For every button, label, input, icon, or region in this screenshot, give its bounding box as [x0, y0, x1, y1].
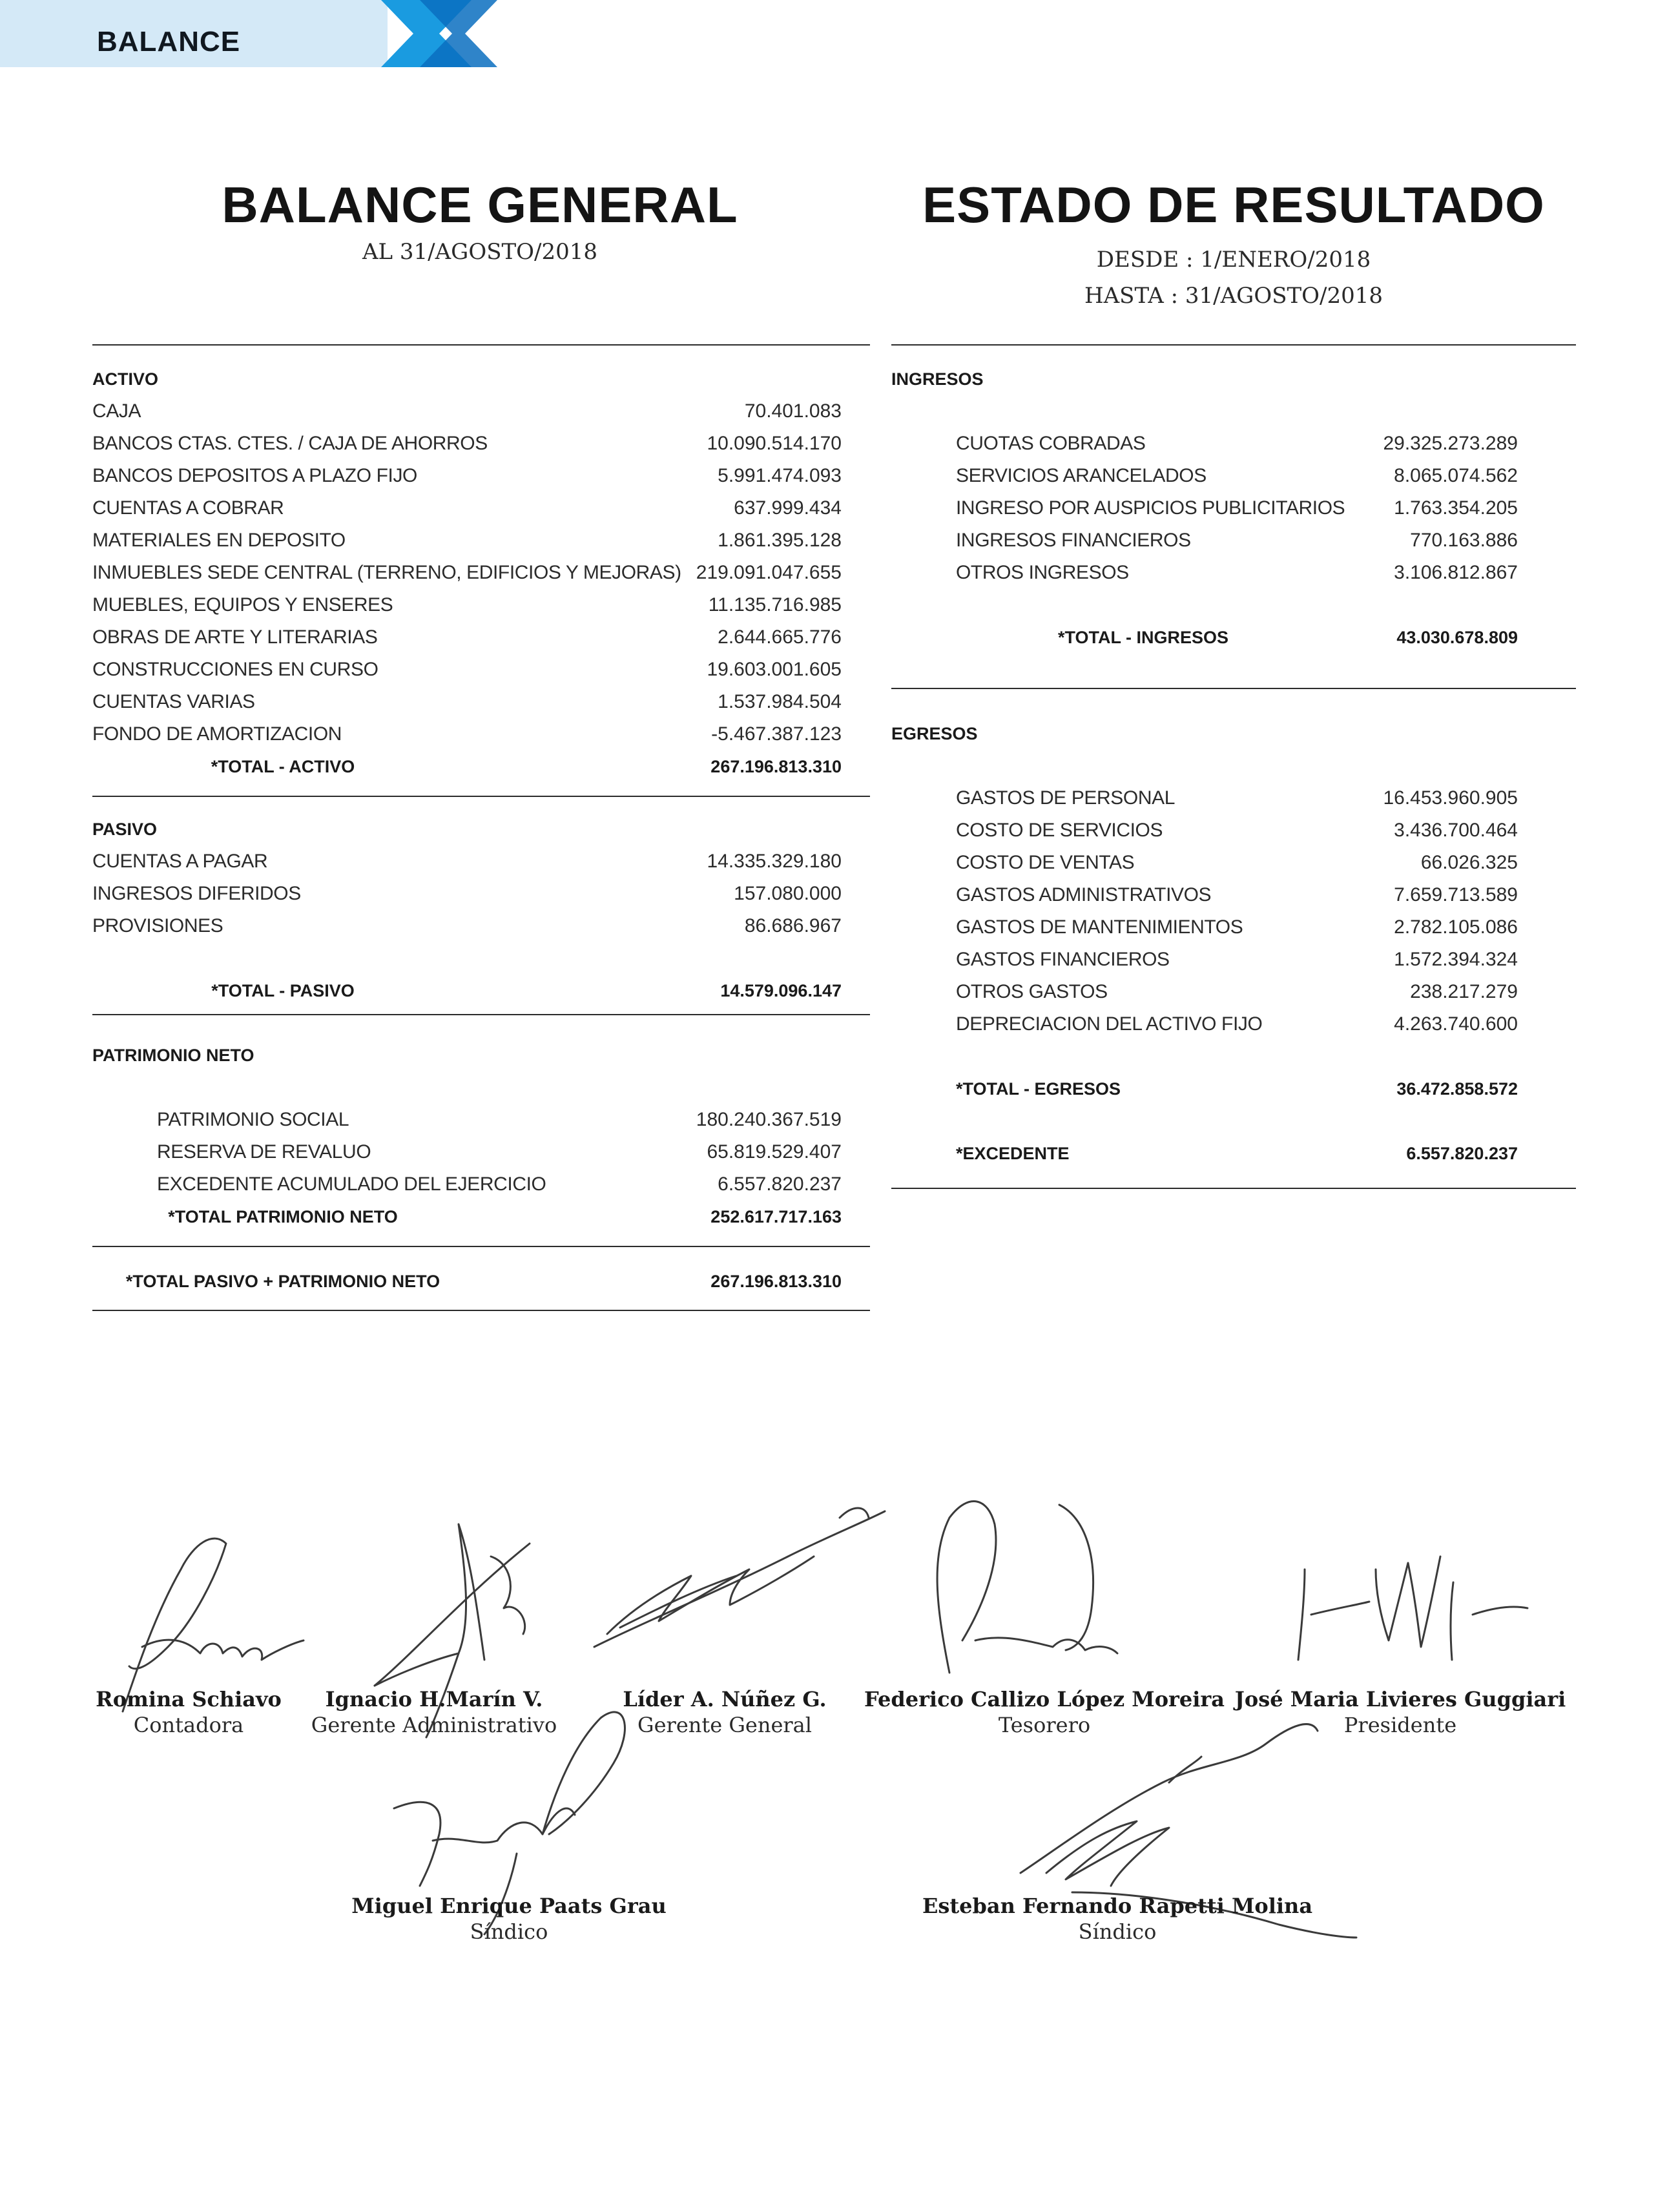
row-label: PATRIMONIO SOCIAL — [157, 1109, 349, 1130]
total-label: *TOTAL - INGRESOS — [1057, 628, 1229, 647]
row-value: 2.644.665.776 — [718, 626, 842, 648]
table-row — [92, 654, 842, 686]
table-row — [891, 557, 1518, 589]
total-value: 267.196.813.310 — [710, 757, 842, 776]
signatory-name: Romina Schiavo — [96, 1687, 282, 1711]
table-row — [891, 428, 1518, 460]
table-row — [891, 911, 1518, 944]
row-value: 70.401.083 — [744, 400, 842, 422]
table-row — [92, 718, 842, 750]
signatory-name: Esteban Fernando Rapetti Molina — [922, 1894, 1313, 1918]
row-value: 1.537.984.504 — [718, 691, 842, 712]
divider — [891, 1188, 1576, 1189]
signatory-name: Miguel Enrique Paats Grau — [351, 1894, 667, 1918]
row-value: 180.240.367.519 — [696, 1109, 842, 1130]
row-label: CAJA — [92, 400, 141, 422]
chevron-decoration-icon — [381, 0, 510, 67]
row-label: MUEBLES, EQUIPOS Y ENSERES — [92, 594, 393, 615]
total-value: 14.579.096.147 — [720, 981, 842, 1000]
balance-general-date: AL 31/AGOSTO/2018 — [362, 239, 598, 265]
row-value: 1.861.395.128 — [718, 530, 842, 551]
row-label: GASTOS ADMINISTRATIVOS — [956, 884, 1212, 905]
row-value: 1.763.354.205 — [1394, 497, 1518, 519]
row-value: 770.163.886 — [1410, 530, 1518, 551]
row-value: 238.217.279 — [1410, 981, 1518, 1002]
total-label: *TOTAL PATRIMONIO NETO — [168, 1207, 398, 1226]
table-row — [92, 557, 842, 589]
signature-scribble-4 — [924, 1479, 1143, 1692]
patrimonio-heading: PATRIMONIO NETO — [92, 1046, 254, 1065]
signatory-role: Gerente Administrativo — [311, 1713, 557, 1737]
row-value: 65.819.529.407 — [707, 1141, 842, 1163]
total-value: 267.196.813.310 — [710, 1272, 842, 1291]
row-label: MATERIALES EN DEPOSITO — [92, 530, 346, 551]
estado-resultado-hasta: HASTA : 31/AGOSTO/2018 — [1084, 283, 1383, 309]
total-label: *TOTAL - EGRESOS — [956, 1079, 1121, 1099]
row-label: INGRESO POR AUSPICIOS PUBLICITARIOS — [956, 497, 1345, 519]
row-label: RESERVA DE REVALUO — [157, 1141, 371, 1163]
row-value: 86.686.967 — [744, 915, 842, 936]
divider — [92, 344, 870, 346]
table-row — [891, 944, 1518, 976]
grand-total-row — [92, 1265, 842, 1297]
row-label: FONDO DE AMORTIZACION — [92, 723, 342, 745]
row-label: SERVICIOS ARANCELADOS — [956, 465, 1207, 486]
table-row — [891, 782, 1518, 814]
table-row — [891, 524, 1518, 557]
total-label: *TOTAL PASIVO + PATRIMONIO NETO — [125, 1272, 440, 1291]
table-row — [92, 589, 842, 621]
table-row — [92, 686, 842, 718]
total-value: 36.472.858.572 — [1396, 1079, 1518, 1099]
table-row — [92, 1136, 842, 1168]
table-row — [891, 976, 1518, 1008]
section-label: BALANCE — [97, 26, 241, 57]
signatory-name: José Maria Livieres Guggiari — [1234, 1687, 1566, 1711]
activo-heading: ACTIVO — [92, 369, 159, 389]
table-row — [92, 1168, 842, 1201]
row-label: GASTOS FINANCIEROS — [956, 949, 1170, 970]
row-value: 16.453.960.905 — [1383, 787, 1518, 809]
row-value: 4.263.740.600 — [1394, 1013, 1518, 1035]
row-value: 1.572.394.324 — [1394, 949, 1518, 970]
table-row — [891, 847, 1518, 879]
table-row — [92, 395, 842, 428]
signatory-role: Presidente — [1343, 1713, 1457, 1737]
row-value: 3.436.700.464 — [1394, 820, 1518, 841]
table-row — [891, 492, 1518, 524]
total-activo-row — [92, 750, 842, 783]
row-label: PROVISIONES — [92, 915, 223, 936]
total-value: 6.557.820.237 — [1406, 1144, 1518, 1163]
pasivo-heading: PASIVO — [92, 820, 158, 839]
total-pasivo-row — [92, 975, 842, 1007]
table-row — [891, 460, 1518, 492]
row-value: -5.467.387.123 — [711, 723, 842, 745]
row-value: 3.106.812.867 — [1394, 562, 1518, 583]
row-label: BANCOS CTAS. CTES. / CAJA DE AHORROS — [92, 433, 488, 454]
table-row — [92, 1104, 842, 1136]
row-label: INMUEBLES SEDE CENTRAL (TERRENO, EDIFICIOS Y MEJORAS) — [92, 562, 681, 583]
row-label: CUOTAS COBRADAS — [956, 433, 1146, 454]
row-value: 19.603.001.605 — [707, 659, 842, 680]
ingresos-heading: INGRESOS — [891, 369, 984, 389]
row-label: CONSTRUCCIONES EN CURSO — [92, 659, 378, 680]
row-label: INGRESOS DIFERIDOS — [92, 883, 301, 904]
table-row — [891, 1008, 1518, 1040]
egresos-heading: EGRESOS — [891, 724, 978, 743]
row-label: COSTO DE SERVICIOS — [956, 820, 1163, 841]
row-label: GASTOS DE PERSONAL — [956, 787, 1176, 809]
estado-resultado-title: ESTADO DE RESULTADO — [922, 176, 1545, 233]
table-row — [92, 910, 842, 942]
total-label: *TOTAL - PASIVO — [211, 981, 355, 1000]
row-value: 157.080.000 — [734, 883, 842, 904]
signature-scribble-3 — [581, 1479, 891, 1673]
total-label: *TOTAL - ACTIVO — [211, 757, 355, 776]
row-value: 2.782.105.086 — [1394, 916, 1518, 938]
divider — [92, 1014, 870, 1015]
total-ingresos-row — [891, 621, 1518, 654]
table-row — [92, 845, 842, 878]
total-value: 43.030.678.809 — [1396, 628, 1518, 647]
row-value: 6.557.820.237 — [718, 1173, 842, 1195]
estado-resultado-desde: DESDE : 1/ENERO/2018 — [1096, 247, 1371, 273]
table-row — [92, 524, 842, 557]
signatory-name: Federico Callizo López Moreira — [864, 1687, 1225, 1711]
row-value: 219.091.047.655 — [696, 562, 842, 583]
signatory-role: Gerente General — [637, 1713, 812, 1737]
signature-scribble-5 — [1285, 1544, 1531, 1673]
signatory-name: Líder A. Núñez G. — [623, 1687, 827, 1711]
row-value: 637.999.434 — [734, 497, 842, 519]
row-label: CUENTAS A COBRAR — [92, 497, 284, 519]
divider — [92, 796, 870, 797]
row-label: OBRAS DE ARTE Y LITERARIAS — [92, 626, 378, 648]
row-label: DEPRECIACION DEL ACTIVO FIJO — [956, 1013, 1263, 1035]
row-value: 66.026.325 — [1420, 852, 1518, 873]
row-value: 8.065.074.562 — [1394, 465, 1518, 486]
row-label: CUENTAS VARIAS — [92, 691, 255, 712]
table-row — [92, 878, 842, 910]
table-row — [92, 460, 842, 492]
row-value: 14.335.329.180 — [707, 851, 842, 872]
table-row — [92, 492, 842, 524]
balance-general-title: BALANCE GENERAL — [222, 176, 738, 233]
signatory-role: Contadora — [133, 1713, 244, 1737]
total-label: *EXCEDENTE — [956, 1144, 1070, 1163]
row-label: OTROS GASTOS — [956, 981, 1108, 1002]
row-label: GASTOS DE MANTENIMIENTOS — [956, 916, 1243, 938]
row-value: 29.325.273.289 — [1383, 433, 1518, 454]
row-value: 7.659.713.589 — [1394, 884, 1518, 905]
total-patrimonio-row — [92, 1201, 842, 1233]
signatory-role: Síndico — [470, 1919, 548, 1944]
signatory-role: Tesorero — [998, 1713, 1091, 1737]
table-row — [891, 879, 1518, 911]
row-label: COSTO DE VENTAS — [956, 852, 1135, 873]
row-label: CUENTAS A PAGAR — [92, 851, 268, 872]
signatory-role: Síndico — [1078, 1919, 1157, 1944]
row-label: EXCEDENTE ACUMULADO DEL EJERCICIO — [157, 1173, 546, 1195]
row-label: OTROS INGRESOS — [956, 562, 1129, 583]
divider — [92, 1310, 870, 1311]
table-row — [891, 814, 1518, 847]
total-value: 252.617.717.163 — [710, 1207, 842, 1226]
row-value: 10.090.514.170 — [707, 433, 842, 454]
table-row — [92, 621, 842, 654]
divider — [92, 1246, 870, 1247]
row-value: 11.135.716.985 — [708, 594, 842, 615]
row-value: 5.991.474.093 — [718, 465, 842, 486]
row-label: INGRESOS FINANCIEROS — [956, 530, 1191, 551]
table-row — [92, 428, 842, 460]
signatory-name: Ignacio H.Marín V. — [325, 1687, 543, 1711]
divider — [891, 688, 1576, 689]
divider — [891, 344, 1576, 346]
excedente-row — [891, 1137, 1518, 1170]
total-egresos-row — [891, 1073, 1518, 1105]
row-label: BANCOS DEPOSITOS A PLAZO FIJO — [92, 465, 417, 486]
